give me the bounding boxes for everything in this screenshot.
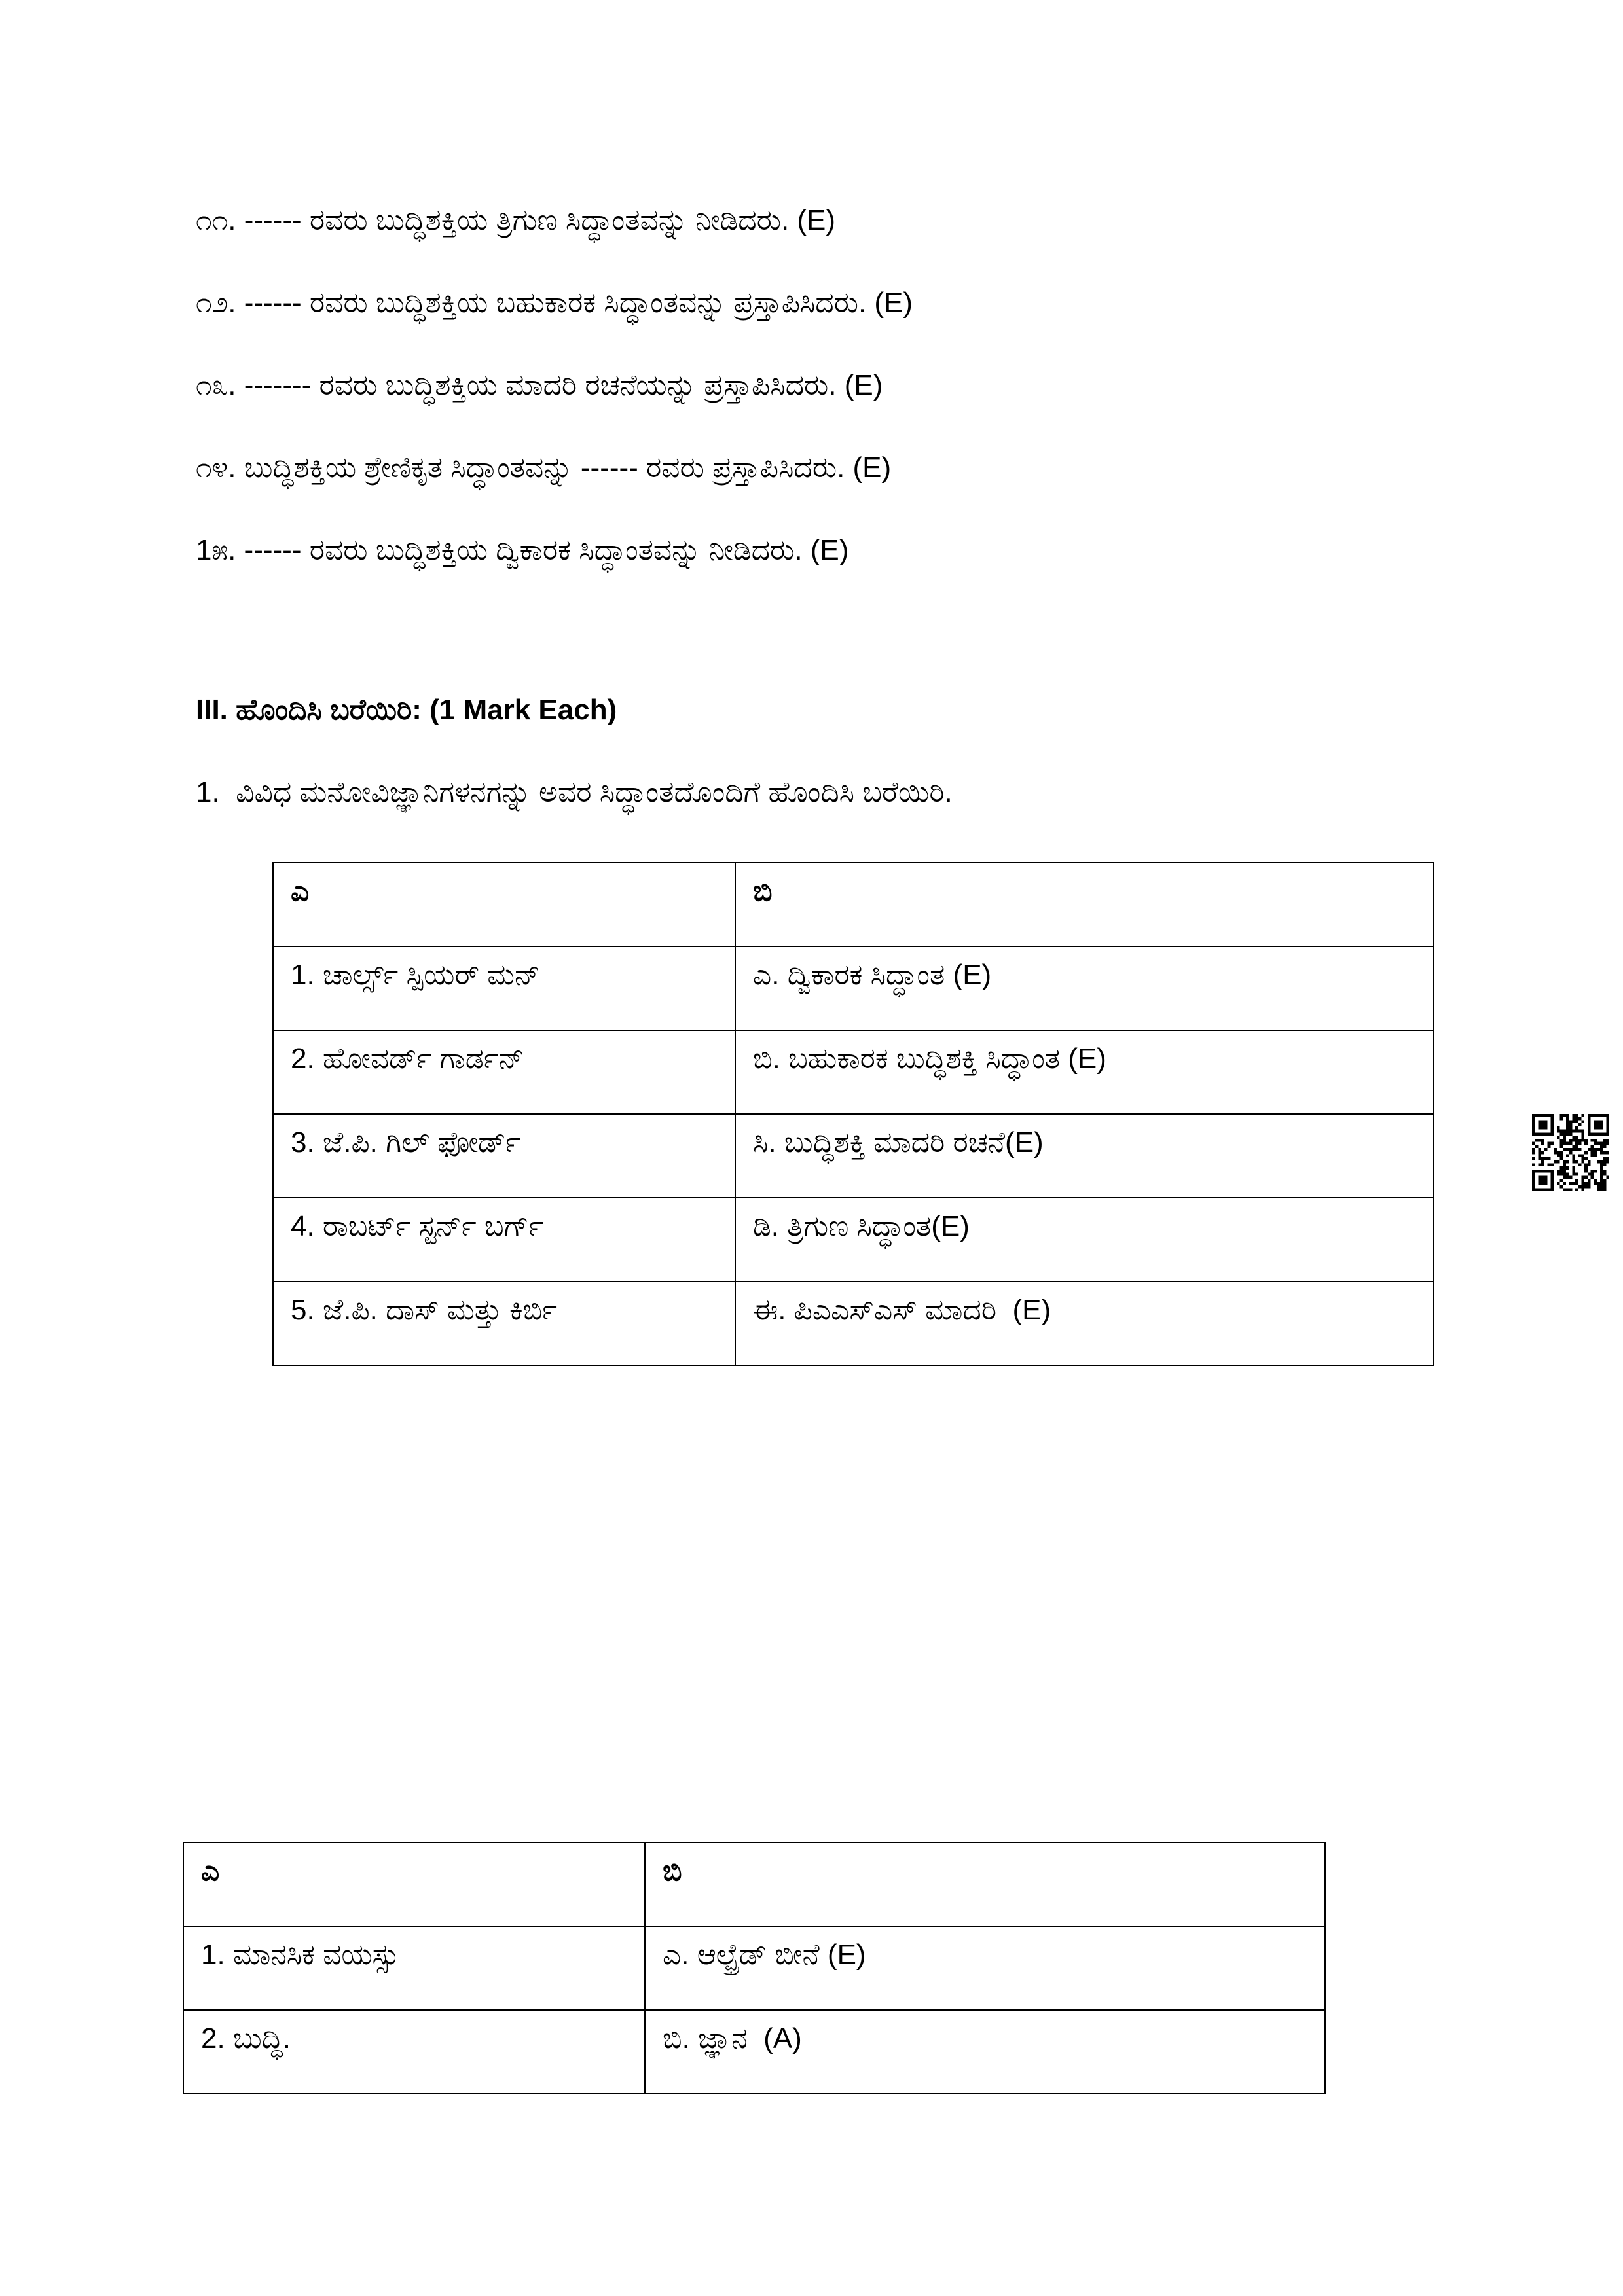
- column-b-cell: ಬಿ. ಜ್ಞಾನ (A): [645, 2010, 1325, 2094]
- question-13: ೧೩. ------- ರವರು ಬುದ್ಧಿಶಕ್ತಿಯ ಮಾದರಿ ರಚನೆಯನ್ನು ಪ್ರಸ್ತಾಪಿಸಿದರು. (E): [196, 369, 883, 401]
- table-row: [183, 2010, 1325, 2094]
- column-a-cell: 1. ಮಾನಸಿಕ ವಯಸ್ಸು: [183, 1926, 645, 2010]
- column-b-cell: ಎ. ದ್ವಿಕಾರಕ ಸಿದ್ಧಾಂತ (E): [735, 946, 1434, 1030]
- column-b-cell: ಬಿ. ಬಹುಕಾರಕ ಬುದ್ಧಿಶಕ್ತಿ ಸಿದ್ಧಾಂತ (E): [735, 1030, 1434, 1114]
- column-a-cell: 1. ಚಾರ್ಲ್ಸ್ ಸ್ಪಿಯರ್ ಮನ್: [273, 946, 735, 1030]
- column-a-header: ಎ: [183, 1842, 645, 1926]
- match-table-2: [183, 1842, 1326, 2094]
- column-a-cell: 2. ಹೋವರ್ಡ್ ಗಾರ್ಡನ್: [273, 1030, 735, 1114]
- table-row: [273, 946, 1434, 1030]
- column-b-cell: ಸಿ. ಬುದ್ಧಿಶಕ್ತಿ ಮಾದರಿ ರಚನೆ(E): [735, 1114, 1434, 1198]
- question-11: ೧೧. ------ ರವರು ಬುದ್ಧಿಶಕ್ತಿಯ ತ್ರಿಗುಣ ಸಿದ್ಧಾಂತವನ್ನು ನೀಡಿದರು. (E): [196, 204, 836, 236]
- column-a-cell: 5. ಜೆ.ಪಿ. ದಾಸ್ ಮತ್ತು ಕಿರ್ಬಿ: [273, 1282, 735, 1365]
- column-a-cell: 4. ರಾಬರ್ಟ್ ಸ್ಟರ್ನ್ ಬರ್ಗ್: [273, 1198, 735, 1282]
- table-row: [273, 1198, 1434, 1282]
- question-12: ೧೨. ------ ರವರು ಬುದ್ಧಿಶಕ್ತಿಯ ಬಹುಕಾರಕ ಸಿದ್ಧಾಂತವನ್ನು ಪ್ರಸ್ತಾಪಿಸಿದರು. (E): [196, 287, 913, 319]
- table-header-row: [183, 1842, 1325, 1926]
- column-a-cell: 2. ಬುದ್ಧಿ.: [183, 2010, 645, 2094]
- column-b-header: ಬಿ: [735, 863, 1434, 946]
- table-header-row: [273, 863, 1434, 946]
- table-row: [183, 1926, 1325, 2010]
- section-heading: III. ಹೊಂದಿಸಿ ಬರೆಯಿರಿ: (1 Mark Each): [196, 694, 617, 726]
- column-b-cell: ಎ. ಆಲ್ಫ್ರೆಡ್ ಬೀನೆ (E): [645, 1926, 1325, 2010]
- column-a-header: ಎ: [273, 863, 735, 946]
- table-row: [273, 1114, 1434, 1198]
- section-instruction: 1. ವಿವಿಧ ಮನೋವಿಜ್ಞಾನಿಗಳನಗನ್ನು ಅವರ ಸಿದ್ಧಾಂತದೊಂದಿಗೆ ಹೊಂದಿಸಿ ಬರೆಯಿರಿ.: [196, 776, 953, 808]
- table-row: [273, 1030, 1434, 1114]
- question-14: ೧೪. ಬುದ್ಧಿಶಕ್ತಿಯ ಶ್ರೇಣಿಕೃತ ಸಿದ್ಧಾಂತವನ್ನು ------ ರವರು ಪ್ರಸ್ತಾಪಿಸಿದರು. (E): [196, 452, 892, 484]
- question-15: 1೫. ------ ರವರು ಬುದ್ಧಿಶಕ್ತಿಯ ದ್ವಿಕಾರಕ ಸಿದ್ಧಾಂತವನ್ನು ನೀಡಿದರು. (E): [196, 534, 849, 566]
- qr-code-icon: [1532, 1114, 1609, 1191]
- match-table-1: [272, 862, 1434, 1366]
- column-b-cell: ಈ. ಪಿಎಎಸ್ಎಸ್ ಮಾದರಿ (E): [735, 1282, 1434, 1365]
- table-row: [273, 1282, 1434, 1365]
- column-a-cell: 3. ಜೆ.ಪಿ. ಗಿಲ್ ಫೋರ್ಡ್: [273, 1114, 735, 1198]
- column-b-header: ಬಿ: [645, 1842, 1325, 1926]
- column-b-cell: ಡಿ. ತ್ರಿಗುಣ ಸಿದ್ಧಾಂತ(E): [735, 1198, 1434, 1282]
